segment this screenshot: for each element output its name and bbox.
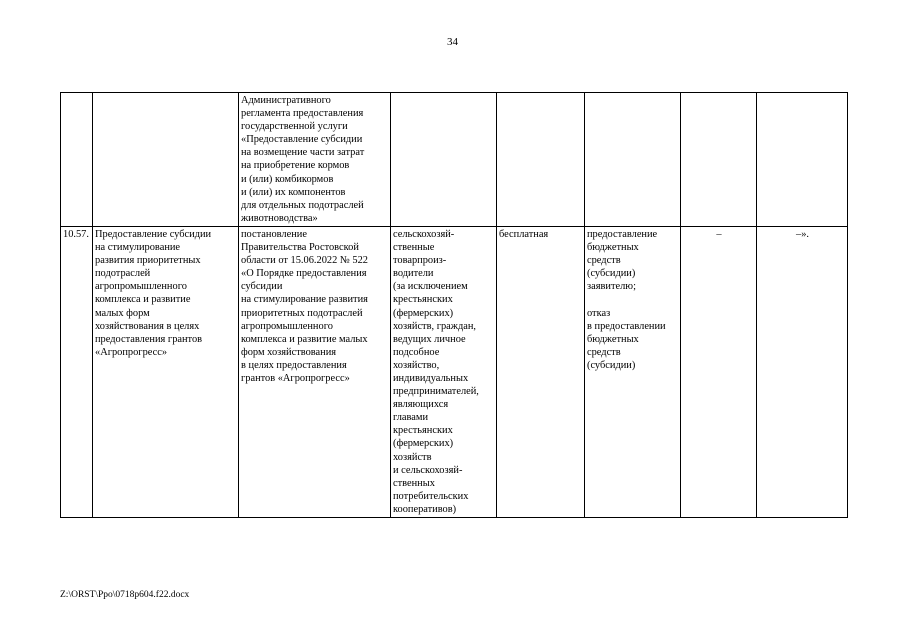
cell-col8: –». (757, 226, 848, 517)
cell-col7 (681, 93, 757, 227)
cell-result (585, 93, 681, 227)
cell-recipients: сельскохозяй- ственные товарпроиз- водители (за исключением крестьянских (фермерских) хозяйств, граждан, ведущих личное подсобное хозяйство, индивидуальных предпринимателей, являющихся главами крестьянских (фермерских) хозяйств и сельскохозяй- ственных потребительских кооперативов) (391, 226, 497, 517)
cell-result: предоставление бюджетных средств (субсидии) заявителю; отказ в предоставлении бюджетных средств (субсидии) (585, 226, 681, 517)
cell-col8 (757, 93, 848, 227)
cell-recipients (391, 93, 497, 227)
cell-col7: – (681, 226, 757, 517)
services-table (60, 92, 848, 518)
cell-payment (497, 93, 585, 227)
cell-regulation: постановление Правительства Ростовской области от 15.06.2022 № 522 «О Порядке предоставления субсидии на стимулирование развития приоритетных подотраслей агропромышленного комплекса и развитие малых форм хозяйствования в целях предоставления грантов «Агропрогресс» (239, 226, 391, 517)
cell-service-name (93, 93, 239, 227)
cell-regulation: Административного регламента предоставления государственной услуги «Предоставление субсидии на возмещение части затрат на приобретение кормов и (или) комбикормов и (или) их компонентов для отдельных подотраслей животноводства» (239, 93, 391, 227)
footer-file-path: Z:\ORST\Ppo\0718p604.f22.docx (60, 590, 190, 600)
table-row-continuation (61, 93, 848, 227)
cell-number: 10.57. (61, 226, 93, 517)
cell-number (61, 93, 93, 227)
cell-payment: бесплатная (497, 226, 585, 517)
table-row-10-57 (61, 226, 848, 517)
page-number: 34 (447, 36, 458, 48)
cell-service-name: Предоставление субсидии на стимулирование развития приоритетных подотраслей агропромышленного комплекса и развитие малых форм хозяйствования в целях предоставления грантов «Агропрогресс» (93, 226, 239, 517)
